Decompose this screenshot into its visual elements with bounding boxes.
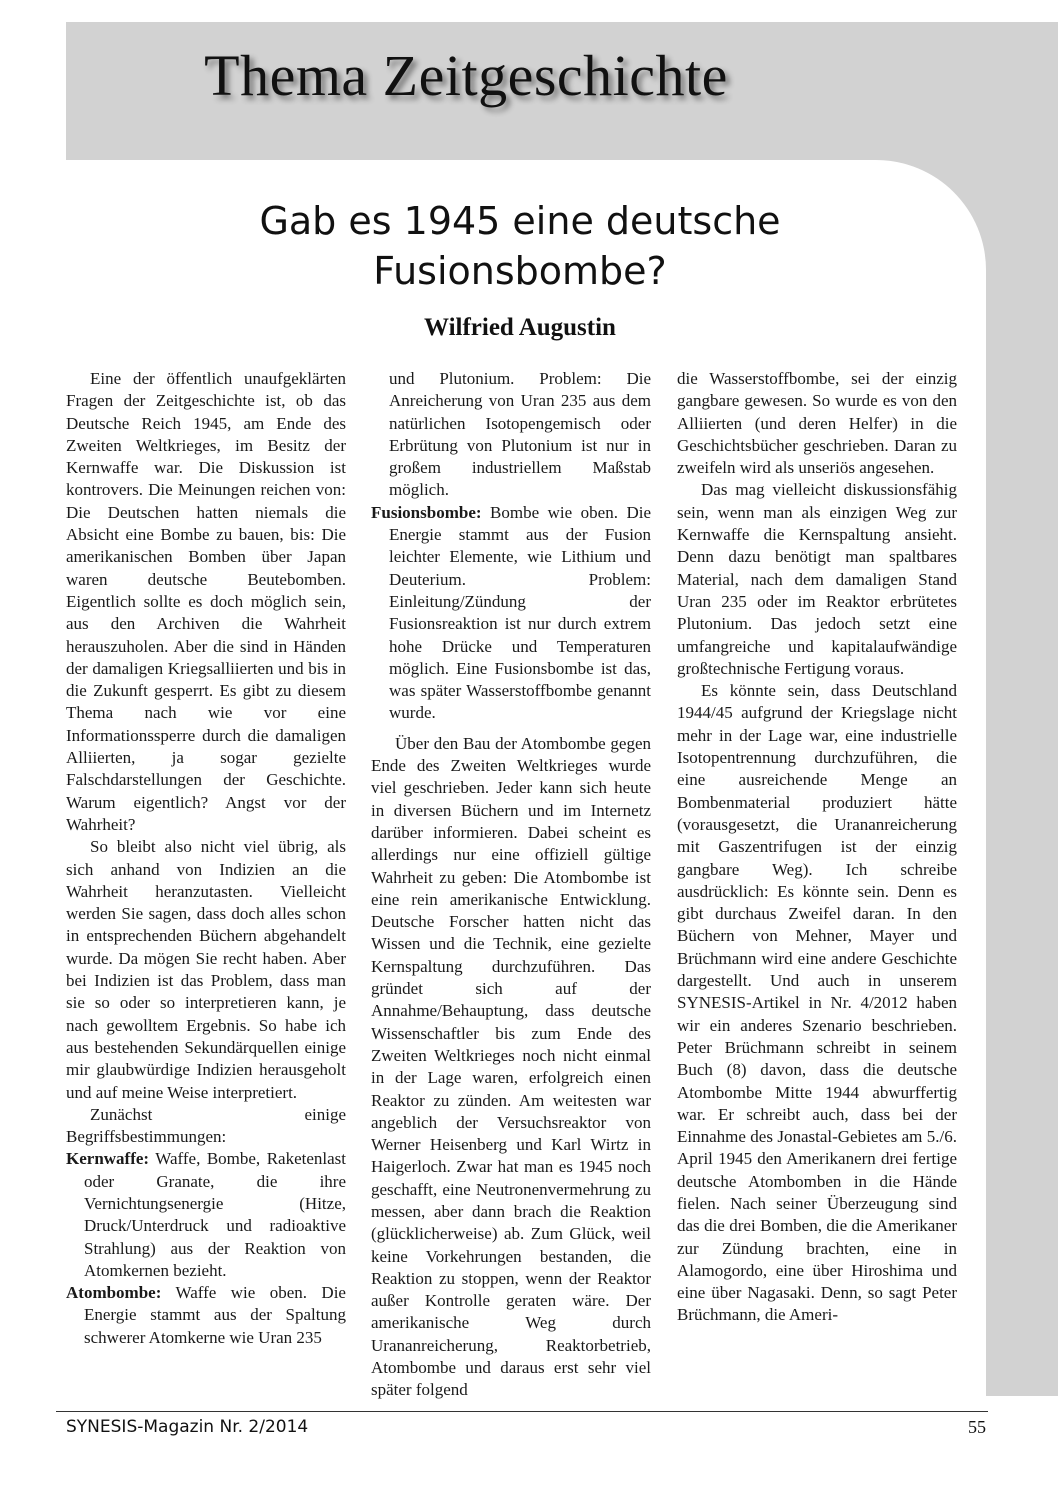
paragraph: Über den Bau der Atombombe gegen Ende des Zweiten Weltkrieges wurde viel geschrieben. Jeder kann sich heute in diversen Büchern und im Internetz darüber informieren. Dabei scheint es allerdings nur eine offiziell gültige Wahrheit zu geben: Die Atombombe ist eine rein amerikanische Entwicklung. Deutsche Forscher hatten nicht das Wissen und die Technik, eine gezielte Kernspaltung durchzuführen. Das gründet sich auf der Annahme/Behauptung, dass deutsche Wissenschaftler bis zum Ende des Zweiten Weltkrieges noch nicht einmal in der Lage waren, erfolgreich einen Reaktor zu zünden. Am weitesten war angeblich der Versuchsreaktor von Werner Heisenberg und Karl Wirtz in Haigerloch. Zwar hat man es 1945 noch geschafft, eine Neutronenvermehrung zu messen, aber dann brach die Reaktion (glücklicherweise) ab. Zum Glück, weil keine Vorkehrungen bestanden, die Reaktion zu stoppen, wenn der Reaktor außer Kontrolle geraten wäre. Der amerikanische Weg durch Urananreicherung, Reaktorbetrieb, Atombombe und daraus erst sehr viel später folgend <box>371 733 651 1400</box>
footer-rule <box>56 1411 988 1412</box>
page-number: 55 <box>968 1417 986 1437</box>
article-author: Wilfried Augustin <box>424 314 616 341</box>
section-title: Thema Zeitgeschichte <box>204 43 728 108</box>
article-title: Gab es 1945 eine deutsche Fusionsbombe? <box>259 199 781 293</box>
paragraph: Das mag vielleicht diskussionsfähig sein, wenn man als einzigen Weg zur Kernwaffe die Kernspaltung ansieht. Denn dazu benötigt man spaltbares Material, nach dem damaligen Stand Uran 235 oder im Reaktor erbrütetes Plutonium. Das jedoch setzt eine umfangreiche und kapitalaufwändige großtechnische Fertigung voraus. <box>677 480 957 678</box>
definition-continuation: und Plutonium. Problem: Die Anreicherung von Uran 235 aus dem natürlichen Isotopengemisch oder Erbrütung von Plutonium ist nur in großem industriellem Maßstab möglich. <box>389 369 651 500</box>
definition-term: Fusionsbombe: <box>371 502 482 522</box>
text-column-2 <box>371 368 651 1402</box>
definition-text: Bombe wie oben. Die Energie stammt aus der Fusion leichter Elemente, wie Lithium und Deuterium. Problem: Einleitung/Zündung der Fusionsreaktion ist nur durch extrem hohe Drücke und Temperaturen möglich. Eine Fusionsbombe ist das, was später Wasserstoffbombe genannt wurde. <box>389 502 652 723</box>
text-column-3 <box>677 368 957 1327</box>
definition-text: Waffe wie oben. Die Energie stammt aus der Spaltung schwerer Atomkerne wie Uran 235 <box>84 1283 346 1347</box>
paragraph: Es könnte sein, dass Deutschland 1944/45 aufgrund der Kriegslage nicht mehr in der Lage war, eine industrielle Isotopentrennung durchzuführen, die eine ausreichende Menge an Bombenmaterial produziert hätte (vorausgesetzt, die Urananreicherung mit Gaszentrifugen ist der einzig gangbare Weg). Ich schreibe ausdrücklich: Es könnte sein. Denn es gibt durchaus Zweifel daran. In den Büchern von Mehner, Mayer und Brüchmann wird eine andere Geschichte dargestellt. Und auch in unserem SYNESIS-Artikel in Nr. 4/2012 haben wir ein anderes Szenario beschrieben. Peter Brüchmann schreibt in seinem Buch (8) davon, dass die deutsche Atombombe Mitte 1944 abwurffertig war. Er schreibt auch, dass bei der Einnahme des Jonastal-Gebietes am 5./6. April 1945 den Amerikanern drei fertige deutsche Atombomben in die Hände fielen. Nach seiner Überzeugung sind das die drei Bomben, die die Amerikaner zur Zündung brachten, eine in Alamogordo, eine über Hiroshima und eine über Nagasaki. Denn, so sagt Peter Brüchmann, die Ameri- <box>677 681 957 1325</box>
definition-atombombe <box>66 1282 346 1349</box>
paragraph: die Wasserstoffbombe, sei der einzig gangbare gewesen. So wurde es von den Alliierten (und deren Helfer) in die Geschichtsbücher geschrieben. Daran zu zweifeln wird als unseriös angesehen. <box>677 369 957 478</box>
paragraph: Eine der öffentlich unaufgeklärten Fragen der Zeitgeschichte ist, ob das Deutsche Reich 1945, am Ende des Zweiten Weltkrieges, im Besitz der Kernwaffe war. Die Diskussion ist kontrovers. Die Meinungen reichen von: Die Deutschen hatten niemals die Absicht eine Bombe zu bauen, bis: Die amerikanischen Bomben über Japan waren deutsche Beutebomben. Eigentlich sollte es doch möglich sein, aus den Archiven die Wahrheit herauszuholen. Aber die sind in Händen der damaligen Kriegsalliierten und bis in die Zukunft gesperrt. Es gibt zu diesem Thema nach wie vor eine Informationssperre durch die damaligen Alliierten, ja sogar gezielte Falschdarstellungen der Geschichte. Warum eigentlich? Angst vor der Wahrheit? <box>66 369 346 834</box>
definition-fusionsbombe <box>371 502 651 725</box>
definition-text: Waffe, Bombe, Raketenlast oder Granate, die ihre Vernichtungsenergie (Hitze, Druck/Unterdruck und radioaktive Strahlung) aus der Reaktion von Atomkernen bezieht. <box>84 1149 346 1280</box>
definition-term: Kernwaffe: <box>66 1149 150 1169</box>
footer-magazine: SYNESIS-Magazin Nr. 2/2014 <box>66 1417 309 1437</box>
paragraph: Zunächst einige Begriffsbestimmungen: <box>66 1104 346 1147</box>
text-column-1 <box>66 368 346 1349</box>
definition-term: Atombombe: <box>66 1283 162 1303</box>
paragraph: So bleibt also nicht viel übrig, als sich anhand von Indizien an die Wahrheit heranzutasten. Vielleicht werden Sie sagen, dass doch alles schon in entsprechenden Büchern abgehandelt wurde. Da mögen Sie recht haben. Aber bei Indizien ist das Problem, dass man sie so oder so interpretieren kann, je nach gewolltem Ergebnis. So habe ich aus bestehenden Sekundärquellen einige mir glaubwürdige Indizien herausgeholt und auf meine Weise interpretiert. <box>66 837 346 1102</box>
definition-kernwaffe <box>66 1148 346 1282</box>
